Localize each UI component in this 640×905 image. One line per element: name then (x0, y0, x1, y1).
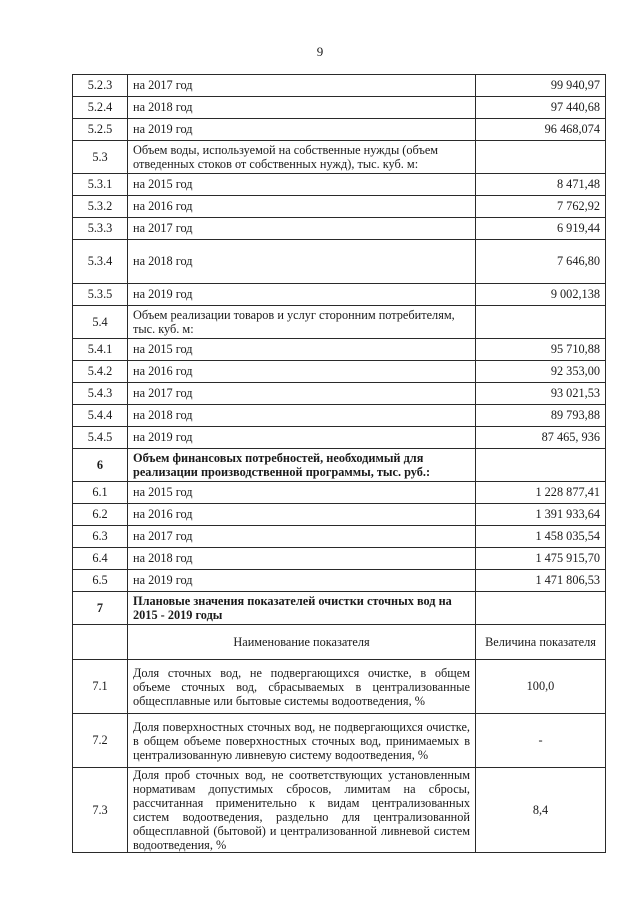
row-number: 7.1 (73, 660, 128, 714)
table-row (73, 592, 606, 625)
table-row (73, 768, 606, 853)
row-number (73, 625, 128, 660)
table-row (73, 548, 606, 570)
table-row (73, 306, 606, 339)
row-value: 1 475 915,70 (476, 548, 606, 570)
row-value: 89 793,88 (476, 405, 606, 427)
row-value: 1 458 035,54 (476, 526, 606, 548)
row-label: на 2018 год (128, 97, 476, 119)
row-number: 5.3.5 (73, 284, 128, 306)
row-number: 5.2.5 (73, 119, 128, 141)
table-row (73, 284, 606, 306)
row-number: 5.3.1 (73, 174, 128, 196)
table-row (73, 97, 606, 119)
row-value (476, 449, 606, 482)
row-label: Объем воды, используемой на собственные нужды (объем отведенных стоков от собственных нужд), тыс. куб. м: (128, 141, 476, 174)
table-row (73, 174, 606, 196)
row-label: на 2018 год (128, 240, 476, 284)
row-number: 6.2 (73, 504, 128, 526)
row-value: 95 710,88 (476, 339, 606, 361)
row-number: 5.3.2 (73, 196, 128, 218)
row-label: Объем реализации товаров и услуг сторонним потребителям, тыс. куб. м: (128, 306, 476, 339)
row-label: на 2018 год (128, 548, 476, 570)
table-row (73, 141, 606, 174)
row-label: Доля поверхностных сточных вод, не подвергающихся очистке, в общем объеме поверхностных сточных вод, принимаемых в централизованную ливневую систему водоотведения, % (128, 714, 476, 768)
section-title: Объем финансовых потребностей, необходимый для реализации производственной программы, тыс. руб.: (128, 449, 476, 482)
row-label: на 2019 год (128, 284, 476, 306)
row-number: 6.3 (73, 526, 128, 548)
row-number: 5.4.4 (73, 405, 128, 427)
row-label: на 2018 год (128, 405, 476, 427)
table-header-row (73, 625, 606, 660)
row-number: 5.4.1 (73, 339, 128, 361)
row-value: 1 391 933,64 (476, 504, 606, 526)
table-row (73, 119, 606, 141)
row-label: на 2019 год (128, 427, 476, 449)
section-number: 7 (73, 592, 128, 625)
row-value (476, 141, 606, 174)
table-row (73, 526, 606, 548)
row-value: 6 919,44 (476, 218, 606, 240)
row-value: 8,4 (476, 768, 606, 853)
row-value: 100,0 (476, 660, 606, 714)
table-row (73, 383, 606, 405)
row-number: 7.2 (73, 714, 128, 768)
row-value: 96 468,074 (476, 119, 606, 141)
row-number: 5.4.2 (73, 361, 128, 383)
table-row (73, 449, 606, 482)
row-number: 5.2.3 (73, 75, 128, 97)
row-number: 6.4 (73, 548, 128, 570)
row-label: на 2015 год (128, 482, 476, 504)
column-header-value: Величина показателя (476, 625, 606, 660)
row-value: 93 021,53 (476, 383, 606, 405)
section-title: Плановые значения показателей очистки сточных вод на 2015 - 2019 годы (128, 592, 476, 625)
row-number: 6.1 (73, 482, 128, 504)
row-label: на 2015 год (128, 174, 476, 196)
row-value: 87 465, 936 (476, 427, 606, 449)
table-row (73, 75, 606, 97)
table-row (73, 427, 606, 449)
row-number: 5.3.4 (73, 240, 128, 284)
row-value: 7 646,80 (476, 240, 606, 284)
page-number: 9 (316, 44, 324, 59)
row-number: 5.4.3 (73, 383, 128, 405)
table-row (73, 504, 606, 526)
row-value: - (476, 714, 606, 768)
table-row (73, 240, 606, 284)
table-row (73, 570, 606, 592)
row-label: на 2017 год (128, 218, 476, 240)
row-label: Доля проб сточных вод, не соответствующих установленным нормативам допустимых сбросов, лимитам на сбросы, рассчитанная применительно к видам централизованных систем водоотведения, раздельно для централизованной общесплавной (бытовой) и централизованной ливневой систем водоотведения, % (128, 768, 476, 853)
row-number: 5.2.4 (73, 97, 128, 119)
column-header-name: Наименование показателя (128, 625, 476, 660)
table-row (73, 660, 606, 714)
row-label: на 2019 год (128, 570, 476, 592)
row-label: на 2016 год (128, 504, 476, 526)
row-value (476, 592, 606, 625)
row-label: на 2017 год (128, 526, 476, 548)
row-value: 9 002,138 (476, 284, 606, 306)
row-label: Доля сточных вод, не подвергающихся очистке, в общем объеме сточных вод, сбрасываемых в централизованные общесплавные или бытовые системы водоотведения, % (128, 660, 476, 714)
row-label: на 2016 год (128, 361, 476, 383)
row-value: 1 471 806,53 (476, 570, 606, 592)
row-number: 5.3 (73, 141, 128, 174)
row-number: 5.3.3 (73, 218, 128, 240)
row-value: 92 353,00 (476, 361, 606, 383)
row-label: на 2019 год (128, 119, 476, 141)
row-number: 7.3 (73, 768, 128, 853)
row-value: 8 471,48 (476, 174, 606, 196)
row-value: 97 440,68 (476, 97, 606, 119)
row-value (476, 306, 606, 339)
row-label: на 2017 год (128, 75, 476, 97)
row-label: на 2015 год (128, 339, 476, 361)
section-number: 6 (73, 449, 128, 482)
table-row (73, 482, 606, 504)
table-row (73, 361, 606, 383)
row-label: на 2017 год (128, 383, 476, 405)
row-number: 5.4.5 (73, 427, 128, 449)
row-label: на 2016 год (128, 196, 476, 218)
table-row (73, 196, 606, 218)
row-value: 7 762,92 (476, 196, 606, 218)
table-row (73, 339, 606, 361)
row-value: 1 228 877,41 (476, 482, 606, 504)
row-number: 6.5 (73, 570, 128, 592)
table-row (73, 714, 606, 768)
row-value: 99 940,97 (476, 75, 606, 97)
indicators-table (72, 74, 606, 853)
row-number: 5.4 (73, 306, 128, 339)
table-row (73, 218, 606, 240)
table-row (73, 405, 606, 427)
